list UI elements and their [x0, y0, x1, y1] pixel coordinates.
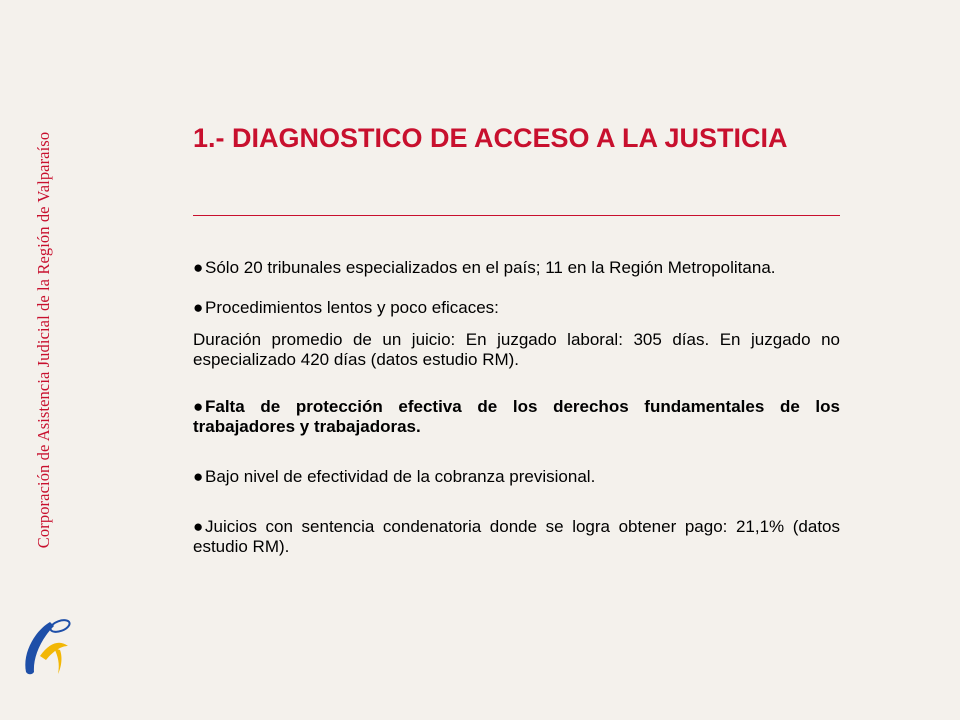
bullet-item: ● Bajo nivel de efectividad de la cobranza previsional.	[193, 467, 596, 486]
bullet-item: ● Sólo 20 tribunales especializados en el país; 11 en la Región Metropolitana.	[193, 258, 776, 277]
bullet-item: ● Procedimientos lentos y poco eficaces:	[193, 298, 499, 317]
bullet-dot-icon: ●	[193, 517, 204, 536]
slide-content	[193, 258, 840, 557]
slide-title: 1.- DIAGNOSTICO DE ACCESO A LA JUSTICIA	[193, 123, 788, 153]
bullet-dot-icon: ●	[193, 258, 204, 277]
bullet-dot-icon: ●	[193, 397, 204, 416]
bullet-dot-icon: ●	[193, 298, 204, 317]
bullet-dot-icon: ●	[193, 467, 204, 486]
bullet-item: ● Juicios con sentencia condenatoria donde se logra obtener pago: 21,1% (datos estudio RM).	[193, 517, 840, 556]
bullet-item: ● Falta de protección efectiva de los derechos fundamentales de los trabajadores y trabajadoras.	[193, 397, 840, 436]
caj-logo-icon	[14, 612, 76, 678]
paragraph-item: Duración promedio de un juicio: En juzgado laboral: 305 días. En juzgado no especializado 420 días (datos estudio RM).	[193, 330, 840, 369]
organization-name: Corporación de Asistencia Judicial de la Región de Valparaíso	[34, 131, 53, 549]
title-divider	[193, 215, 840, 216]
